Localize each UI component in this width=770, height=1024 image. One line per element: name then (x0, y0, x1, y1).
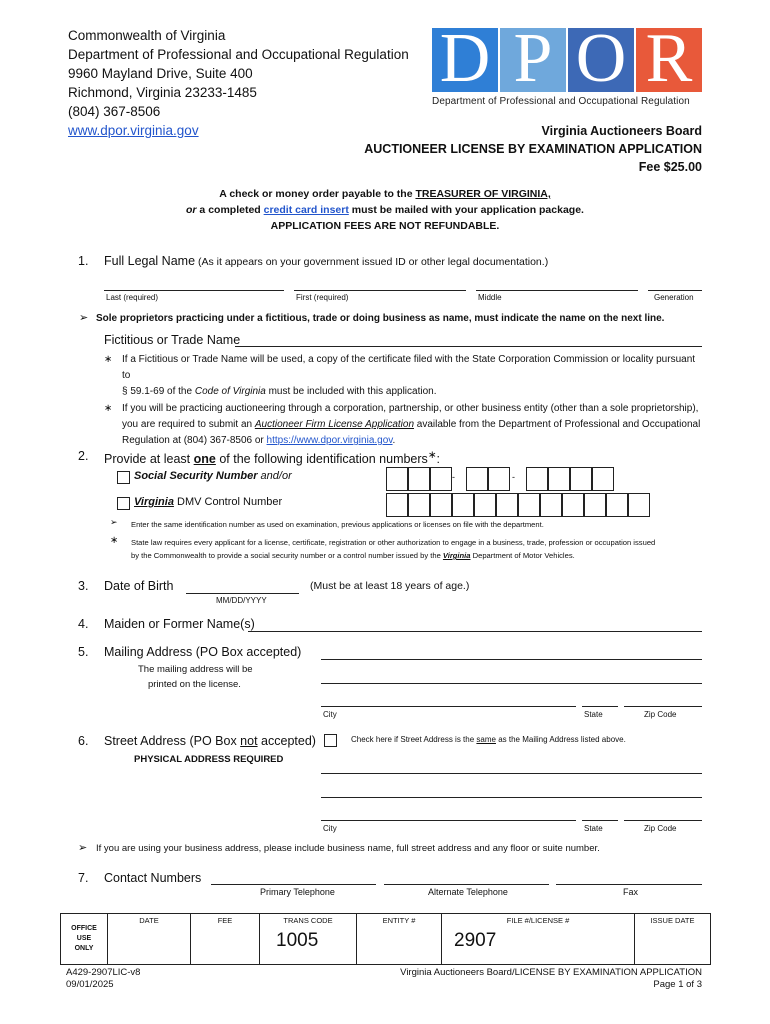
mailing-address-line-1[interactable] (321, 659, 702, 660)
state-law-note: State law requires every applicant for a license, certificate, registration or other authorization to engage in a business, trade, profession or occupation issued by the Commonwealth to provide a social security number or a control number issued by the Virginia Department of Motor Vehicles. (131, 538, 656, 560)
ssn-digit-box[interactable] (570, 467, 592, 491)
office-trans-code-cell: TRANS CODE 1005 (260, 914, 357, 965)
dmv-digit-box[interactable] (562, 493, 584, 517)
first-name-field[interactable] (294, 290, 466, 291)
fax-caption: Fax (623, 887, 639, 897)
agency-line: (804) 367-8506 (68, 104, 161, 119)
mailing-city-field[interactable] (321, 706, 576, 707)
mailing-address-line-2[interactable] (321, 683, 702, 684)
form-title: AUCTIONEER LICENSE BY EXAMINATION APPLICATION (364, 142, 702, 156)
section-number: 5. (78, 645, 89, 659)
dob-format: MM/DD/YYYY (216, 596, 267, 605)
form-heading (364, 122, 702, 176)
office-use-table (60, 913, 711, 965)
agency-address-block (68, 26, 409, 140)
mailing-state-field[interactable] (582, 706, 618, 707)
footer-right (400, 967, 702, 991)
mailing-address-label: Mailing Address (PO Box accepted) (104, 645, 302, 659)
office-issue-date-cell: ISSUE DATE (635, 914, 711, 965)
ssn-digit-box[interactable] (408, 467, 430, 491)
ssn-checkbox[interactable] (117, 471, 130, 484)
form-id: A429-2907LIC-v8 (66, 967, 141, 978)
mailing-address-note: printed on the license. (148, 679, 241, 690)
agency-line: Commonwealth of Virginia (68, 28, 226, 43)
street-address-line-1[interactable] (321, 773, 702, 774)
footer-left (66, 967, 140, 991)
street-zip-field[interactable] (624, 820, 702, 821)
generation-field[interactable] (648, 290, 702, 291)
dmv-digit-box[interactable] (628, 493, 650, 517)
dmv-digit-box[interactable] (474, 493, 496, 517)
same-as-mailing-label: Check here if Street Address is the same as the Mailing Address listed above. (351, 735, 626, 744)
dmv-label: Virginia DMV Control Number (134, 496, 283, 508)
zip-caption: Zip Code (644, 824, 677, 833)
dmv-digit-box[interactable] (518, 493, 540, 517)
alternate-telephone-caption: Alternate Telephone (428, 887, 508, 897)
zip-caption: Zip Code (644, 710, 677, 719)
office-entity-cell: ENTITY # (357, 914, 442, 965)
last-name-caption: Last (required) (106, 293, 159, 302)
agency-line: 9960 Mayland Drive, Suite 400 (68, 66, 253, 81)
dmv-digit-box[interactable] (452, 493, 474, 517)
dmv-checkbox[interactable] (117, 497, 130, 510)
arrow-icon: ➢ (110, 518, 118, 528)
alternate-telephone-field[interactable] (384, 884, 549, 885)
trade-name-notes: ∗ If a Fictitious or Trade Name will be used, a copy of the certificate filed with the State Corporation Commission or locality pursuant to § 59.1-69 of the Code of Virginia must be included with this application. ∗ If you will be practicing auctioneering through a corporation, partnership, or other business entity (other than a sole proprietorship), you are required to submit an Auctioneer Firm License Application available from the Department of Professional and Occupational Regulation at (804) 367-8506 or https://www.dpor.virginia.gov. (104, 354, 701, 446)
middle-name-caption: Middle (478, 293, 502, 302)
agency-line: Richmond, Virginia 23233-1485 (68, 85, 257, 100)
section-number: 4. (78, 617, 89, 631)
maiden-name-field[interactable] (248, 631, 702, 632)
identification-label: Provide at least one of the following identification numbers∗: (104, 449, 441, 467)
trans-code-value: 1005 (276, 930, 319, 951)
physical-address-required: PHYSICAL ADDRESS REQUIRED (134, 754, 284, 765)
generation-caption: Generation (654, 293, 694, 302)
city-caption: City (323, 710, 337, 719)
ssn-digit-box[interactable] (386, 467, 408, 491)
full-legal-name-label: Full Legal Name (104, 254, 196, 268)
ssn-digit-box[interactable] (548, 467, 570, 491)
payee: TREASURER OF VIRGINIA, (415, 188, 551, 200)
form-date: 09/01/2025 (66, 979, 114, 990)
file-license-value: 2907 (454, 930, 497, 951)
refund-notice: APPLICATION FEES ARE NOT REFUNDABLE. (270, 220, 500, 232)
ssn-dash: - (452, 472, 455, 482)
logo-char: P (513, 20, 553, 97)
asterisk-icon: ∗ (104, 354, 113, 365)
section-number: 1. (78, 254, 89, 268)
ssn-digit-box[interactable] (430, 467, 452, 491)
dmv-digit-box[interactable] (606, 493, 628, 517)
ssn-digit-box[interactable] (592, 467, 614, 491)
state-caption: State (584, 824, 603, 833)
sole-proprietor-note: Sole proprietors practicing under a fictitious, trade or doing business as name, must indicate the name on the next line. (96, 313, 665, 324)
mailing-zip-field[interactable] (624, 706, 702, 707)
mailing-address-note: The mailing address will be (138, 664, 253, 675)
asterisk-icon: ∗ (104, 403, 113, 414)
maiden-name-label: Maiden or Former Name(s) (104, 617, 255, 631)
ssn-digit-box[interactable] (526, 467, 548, 491)
primary-telephone-caption: Primary Telephone (260, 887, 335, 897)
age-note: (Must be at least 18 years of age.) (310, 580, 470, 592)
dmv-digit-box[interactable] (496, 493, 518, 517)
logo-char: R (645, 20, 693, 97)
ssn-label: Social Security Number and/or (134, 470, 292, 482)
agency-line: Department of Professional and Occupational Regulation (68, 47, 409, 62)
street-address-line-2[interactable] (321, 797, 702, 798)
dpor-logo (430, 20, 702, 108)
office-fee-cell: FEE (191, 914, 260, 965)
office-date-cell: DATE (108, 914, 191, 965)
dob-label: Date of Birth (104, 579, 174, 593)
city-caption: City (323, 824, 337, 833)
same-as-mailing-checkbox[interactable] (324, 734, 337, 747)
street-state-field[interactable] (582, 820, 618, 821)
trade-name-field[interactable] (235, 346, 702, 347)
trade-name-label: Fictitious or Trade Name (104, 333, 241, 347)
office-use-label: OFFICE USE ONLY (61, 914, 108, 965)
payment-instructions: A check or money order payable to the TREASURER OF VIRGINIA, or a completed credit card insert must be mailed with your application package. APPLICATION FEES ARE NOT REFUNDABLE. (0, 186, 770, 234)
board-name: Virginia Auctioneers Board (541, 124, 702, 138)
dmv-digit-box[interactable] (540, 493, 562, 517)
street-address-label: Street Address (PO Box not accepted) (104, 734, 316, 748)
fee-amount: Fee $25.00 (638, 160, 702, 174)
office-file-license-cell: FILE #/LICENSE # 2907 (442, 914, 635, 965)
website-link[interactable]: www.dpor.virginia.gov (68, 123, 199, 138)
arrow-icon: ➢ (78, 841, 88, 854)
middle-name-field[interactable] (476, 290, 638, 291)
dmv-digit-box[interactable] (430, 493, 452, 517)
fax-field[interactable] (556, 884, 702, 885)
dob-field[interactable] (186, 593, 299, 594)
full-legal-name-note: (As it appears on your government issued ID or other legal documentation.) (198, 256, 549, 268)
contact-numbers-label: Contact Numbers (104, 871, 202, 885)
primary-telephone-field[interactable] (211, 884, 376, 885)
logo-caption: Department of Professional and Occupational Regulation (432, 96, 690, 107)
logo-char: D (439, 20, 491, 97)
last-name-field[interactable] (104, 290, 284, 291)
state-caption: State (584, 710, 603, 719)
section-number: 3. (78, 579, 89, 593)
first-name-caption: First (required) (296, 293, 349, 302)
dmv-digit-box[interactable] (386, 493, 408, 517)
credit-card-insert-link[interactable]: credit card insert (263, 204, 349, 216)
dpor-website-link[interactable]: https://www.dpor.virginia.gov (266, 435, 393, 446)
street-city-field[interactable] (321, 820, 576, 821)
business-address-note: If you are using your business address, please include business name, full street address and any floor or suite number. (96, 843, 600, 854)
logo-char: O (575, 20, 627, 97)
dmv-digit-box[interactable] (408, 493, 430, 517)
ssn-dash: - (512, 472, 515, 482)
section-number: 2. (78, 449, 89, 463)
arrow-icon: ➢ (79, 311, 89, 324)
ssn-digit-box[interactable] (466, 467, 488, 491)
section-number: 7. (78, 871, 89, 885)
section-number: 6. (78, 734, 89, 748)
dmv-digit-box[interactable] (584, 493, 606, 517)
asterisk-icon: ∗ (110, 535, 119, 546)
id-entry-note: Enter the same identification number as used on examination, previous applications or licenses on file with the department. (131, 520, 544, 529)
ssn-digit-box[interactable] (488, 467, 510, 491)
footer-title: Virginia Auctioneers Board/LICENSE BY EXAMINATION APPLICATION (400, 967, 702, 978)
page-number: Page 1 of 3 (653, 979, 702, 990)
